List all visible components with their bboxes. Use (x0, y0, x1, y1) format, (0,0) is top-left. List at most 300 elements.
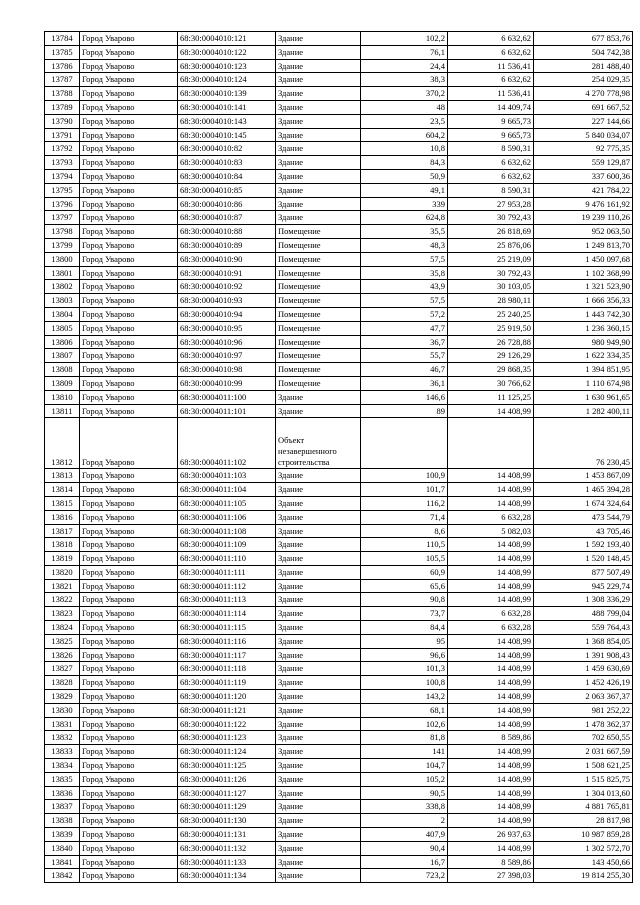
row-number-cell: 13794 (45, 169, 80, 183)
cadastral-value-cell: 1 450 097,68 (534, 252, 633, 266)
area-cell: 48,3 (361, 238, 448, 252)
object-type-cell: Здание (276, 552, 361, 566)
cadastral-value-cell: 504 742,38 (534, 45, 633, 59)
row-number-cell: 13842 (45, 869, 80, 883)
area-cell: 370,2 (361, 87, 448, 101)
specific-value-cell: 30 792,43 (448, 266, 534, 280)
locality-cell: Город Уварово (80, 349, 178, 363)
object-type-cell: Здание (276, 593, 361, 607)
table-row (45, 593, 633, 607)
cadastral-value-cell: 1 666 356,33 (534, 294, 633, 308)
area-cell: 81,8 (361, 731, 448, 745)
area-cell: 624,8 (361, 211, 448, 225)
locality-cell: Город Уварово (80, 510, 178, 524)
locality-cell: Город Уварово (80, 32, 178, 46)
specific-value-cell: 11 536,41 (448, 87, 534, 101)
locality-cell: Город Уварово (80, 648, 178, 662)
locality-cell: Город Уварово (80, 294, 178, 308)
row-number-cell: 13799 (45, 238, 80, 252)
cadastral-number-cell: 68:30:0004010:87 (178, 211, 276, 225)
cadastral-number-cell: 68:30:0004011:126 (178, 772, 276, 786)
cadastral-value-table (44, 31, 633, 883)
table-row (45, 579, 633, 593)
specific-value-cell: 8 590,31 (448, 183, 534, 197)
cadastral-value-cell: 691 667,52 (534, 100, 633, 114)
row-number-cell: 13834 (45, 759, 80, 773)
area-cell: 102,6 (361, 717, 448, 731)
table-row (45, 469, 633, 483)
cadastral-value-cell: 281 488,40 (534, 59, 633, 73)
area-cell: 47,7 (361, 321, 448, 335)
cadastral-number-cell: 68:30:0004011:129 (178, 800, 276, 814)
row-number-cell: 13839 (45, 828, 80, 842)
cadastral-number-cell: 68:30:0004011:123 (178, 731, 276, 745)
specific-value-cell: 6 632,62 (448, 73, 534, 87)
row-number-cell: 13835 (45, 772, 80, 786)
specific-value-cell: 11 536,41 (448, 59, 534, 73)
cadastral-number-cell: 68:30:0004011:114 (178, 607, 276, 621)
specific-value-cell: 14 408,99 (448, 538, 534, 552)
specific-value-cell: 8 589,86 (448, 855, 534, 869)
table-row (45, 552, 633, 566)
cadastral-number-cell: 68:30:0004011:110 (178, 552, 276, 566)
table-row (45, 252, 633, 266)
row-number-cell: 13790 (45, 114, 80, 128)
row-number-cell: 13792 (45, 142, 80, 156)
area-cell: 24,4 (361, 59, 448, 73)
row-number-cell: 13823 (45, 607, 80, 621)
area-cell: 101,7 (361, 483, 448, 497)
object-type-cell: Здание (276, 197, 361, 211)
locality-cell: Город Уварово (80, 404, 178, 418)
specific-value-cell: 6 632,62 (448, 32, 534, 46)
specific-value-cell: 14 408,99 (448, 786, 534, 800)
cadastral-value-cell: 2 063 367,37 (534, 690, 633, 704)
locality-cell: Город Уварово (80, 114, 178, 128)
cadastral-value-cell: 952 063,50 (534, 225, 633, 239)
cadastral-number-cell: 68:30:0004011:121 (178, 703, 276, 717)
table-row (45, 169, 633, 183)
locality-cell: Город Уварово (80, 662, 178, 676)
cadastral-value-cell: 945 229,74 (534, 579, 633, 593)
cadastral-value-cell: 43 705,46 (534, 524, 633, 538)
area-cell: 338,8 (361, 800, 448, 814)
area-cell: 146,6 (361, 390, 448, 404)
row-number-cell: 13821 (45, 579, 80, 593)
object-type-cell: Здание (276, 45, 361, 59)
specific-value-cell: 14 409,74 (448, 100, 534, 114)
cadastral-number-cell: 68:30:0004010:94 (178, 307, 276, 321)
specific-value-cell: 14 408,99 (448, 483, 534, 497)
table-row (45, 225, 633, 239)
object-type-cell: Здание (276, 524, 361, 538)
table-row (45, 841, 633, 855)
area-cell (361, 418, 448, 469)
cadastral-value-cell: 421 784,22 (534, 183, 633, 197)
area-cell: 723,2 (361, 869, 448, 883)
locality-cell: Город Уварово (80, 538, 178, 552)
object-type-cell: Здание (276, 800, 361, 814)
specific-value-cell: 9 665,73 (448, 128, 534, 142)
row-number-cell: 13837 (45, 800, 80, 814)
object-type-cell: Здание (276, 100, 361, 114)
table-row (45, 321, 633, 335)
cadastral-value-cell: 980 949,90 (534, 335, 633, 349)
specific-value-cell: 14 408,99 (448, 404, 534, 418)
cadastral-value-cell: 1 515 825,75 (534, 772, 633, 786)
table-row (45, 621, 633, 635)
row-number-cell: 13809 (45, 376, 80, 390)
object-type-cell: Помещение (276, 363, 361, 377)
specific-value-cell: 14 408,99 (448, 496, 534, 510)
object-type-cell: Здание (276, 772, 361, 786)
area-cell: 104,7 (361, 759, 448, 773)
locality-cell: Город Уварово (80, 335, 178, 349)
table-row (45, 662, 633, 676)
area-cell: 110,5 (361, 538, 448, 552)
locality-cell: Город Уварово (80, 307, 178, 321)
cadastral-value-cell: 1 249 813,70 (534, 238, 633, 252)
object-type-cell: Помещение (276, 252, 361, 266)
cadastral-number-cell: 68:30:0004010:121 (178, 32, 276, 46)
row-number-cell: 13815 (45, 496, 80, 510)
cadastral-number-cell: 68:30:0004011:106 (178, 510, 276, 524)
cadastral-value-cell: 559 129,87 (534, 156, 633, 170)
cadastral-number-cell: 68:30:0004010:145 (178, 128, 276, 142)
cadastral-value-cell: 1 308 336,29 (534, 593, 633, 607)
area-cell: 84,3 (361, 156, 448, 170)
cadastral-number-cell: 68:30:0004011:134 (178, 869, 276, 883)
area-cell: 339 (361, 197, 448, 211)
specific-value-cell: 14 408,99 (448, 634, 534, 648)
cadastral-value-cell: 19 239 110,26 (534, 211, 633, 225)
locality-cell: Город Уварово (80, 800, 178, 814)
cadastral-value-cell: 1 394 851,95 (534, 363, 633, 377)
table-row (45, 538, 633, 552)
table-row (45, 717, 633, 731)
table-row (45, 294, 633, 308)
row-number-cell: 13806 (45, 335, 80, 349)
cadastral-value-cell: 1 368 854,05 (534, 634, 633, 648)
specific-value-cell: 6 632,28 (448, 621, 534, 635)
object-type-cell: Здание (276, 841, 361, 855)
object-type-cell: Здание (276, 662, 361, 676)
table-row (45, 197, 633, 211)
specific-value-cell: 14 408,99 (448, 579, 534, 593)
table-row (45, 772, 633, 786)
locality-cell: Город Уварово (80, 225, 178, 239)
locality-cell: Город Уварово (80, 496, 178, 510)
area-cell: 141 (361, 745, 448, 759)
cadastral-value-cell: 1 674 324,64 (534, 496, 633, 510)
cadastral-number-cell: 68:30:0004010:122 (178, 45, 276, 59)
cadastral-value-cell: 981 252,22 (534, 703, 633, 717)
specific-value-cell: 14 408,99 (448, 469, 534, 483)
cadastral-number-cell: 68:30:0004010:141 (178, 100, 276, 114)
table-row (45, 634, 633, 648)
specific-value-cell: 14 408,99 (448, 703, 534, 717)
area-cell: 2 (361, 814, 448, 828)
table-row (45, 266, 633, 280)
object-type-cell: Здание (276, 869, 361, 883)
table-row (45, 32, 633, 46)
area-cell: 102,2 (361, 32, 448, 46)
row-number-cell: 13812 (45, 418, 80, 469)
locality-cell: Город Уварово (80, 418, 178, 469)
locality-cell: Город Уварово (80, 321, 178, 335)
table-row (45, 156, 633, 170)
area-cell: 100,8 (361, 676, 448, 690)
table-row (45, 703, 633, 717)
cadastral-number-cell: 68:30:0004011:105 (178, 496, 276, 510)
table-row (45, 128, 633, 142)
specific-value-cell: 29 126,29 (448, 349, 534, 363)
table-row (45, 855, 633, 869)
locality-cell: Город Уварово (80, 469, 178, 483)
row-number-cell: 13798 (45, 225, 80, 239)
specific-value-cell: 8 590,31 (448, 142, 534, 156)
table-row (45, 800, 633, 814)
table-row (45, 418, 633, 469)
object-type-cell: Здание (276, 59, 361, 73)
cadastral-number-cell: 68:30:0004010:139 (178, 87, 276, 101)
object-type-cell: Помещение (276, 307, 361, 321)
area-cell: 60,9 (361, 565, 448, 579)
cadastral-number-cell: 68:30:0004011:127 (178, 786, 276, 800)
area-cell: 90,4 (361, 841, 448, 855)
cadastral-value-cell: 559 764,43 (534, 621, 633, 635)
row-number-cell: 13817 (45, 524, 80, 538)
row-number-cell: 13810 (45, 390, 80, 404)
row-number-cell: 13813 (45, 469, 80, 483)
cadastral-value-cell: 9 476 161,92 (534, 197, 633, 211)
cadastral-number-cell: 68:30:0004011:133 (178, 855, 276, 869)
specific-value-cell: 25 876,06 (448, 238, 534, 252)
area-cell: 10,8 (361, 142, 448, 156)
specific-value-cell: 5 082,03 (448, 524, 534, 538)
cadastral-number-cell: 68:30:0004011:116 (178, 634, 276, 648)
area-cell: 46,7 (361, 363, 448, 377)
table-row (45, 676, 633, 690)
specific-value-cell: 14 408,99 (448, 565, 534, 579)
area-cell: 101,3 (361, 662, 448, 676)
specific-value-cell: 6 632,28 (448, 607, 534, 621)
cadastral-number-cell: 68:30:0004011:131 (178, 828, 276, 842)
cadastral-number-cell: 68:30:0004010:90 (178, 252, 276, 266)
locality-cell: Город Уварово (80, 690, 178, 704)
specific-value-cell: 30 103,05 (448, 280, 534, 294)
table-row (45, 731, 633, 745)
locality-cell: Город Уварово (80, 100, 178, 114)
object-type-cell: Здание (276, 786, 361, 800)
row-number-cell: 13831 (45, 717, 80, 731)
cadastral-value-cell: 1 236 360,15 (534, 321, 633, 335)
cadastral-number-cell: 68:30:0004011:102 (178, 418, 276, 469)
cadastral-value-cell: 1 321 523,90 (534, 280, 633, 294)
object-type-cell: Здание (276, 828, 361, 842)
table-row (45, 390, 633, 404)
object-type-cell: Здание (276, 579, 361, 593)
cadastral-value-cell: 1 453 867,09 (534, 469, 633, 483)
cadastral-number-cell: 68:30:0004010:91 (178, 266, 276, 280)
specific-value-cell: 9 665,73 (448, 114, 534, 128)
row-number-cell: 13816 (45, 510, 80, 524)
cadastral-value-cell: 143 450,66 (534, 855, 633, 869)
row-number-cell: 13819 (45, 552, 80, 566)
cadastral-number-cell: 68:30:0004010:93 (178, 294, 276, 308)
row-number-cell: 13793 (45, 156, 80, 170)
object-type-cell: Здание (276, 855, 361, 869)
cadastral-number-cell: 68:30:0004010:83 (178, 156, 276, 170)
locality-cell: Город Уварово (80, 772, 178, 786)
row-number-cell: 13833 (45, 745, 80, 759)
row-number-cell: 13805 (45, 321, 80, 335)
object-type-cell: Здание (276, 114, 361, 128)
specific-value-cell: 25 919,50 (448, 321, 534, 335)
specific-value-cell: 14 408,99 (448, 662, 534, 676)
object-type-cell: Здание (276, 634, 361, 648)
area-cell: 84,4 (361, 621, 448, 635)
cadastral-number-cell: 68:30:0004010:82 (178, 142, 276, 156)
cadastral-value-cell: 10 987 859,28 (534, 828, 633, 842)
cadastral-value-cell: 877 507,49 (534, 565, 633, 579)
row-number-cell: 13825 (45, 634, 80, 648)
locality-cell: Город Уварово (80, 552, 178, 566)
specific-value-cell: 27 953,28 (448, 197, 534, 211)
object-type-cell: Здание (276, 717, 361, 731)
cadastral-value-cell: 1 102 368,99 (534, 266, 633, 280)
object-type-cell: Помещение (276, 294, 361, 308)
cadastral-number-cell: 68:30:0004011:120 (178, 690, 276, 704)
row-number-cell: 13832 (45, 731, 80, 745)
cadastral-value-cell: 1 459 630,69 (534, 662, 633, 676)
specific-value-cell: 14 408,99 (448, 745, 534, 759)
row-number-cell: 13791 (45, 128, 80, 142)
table-row (45, 565, 633, 579)
object-type-cell: Здание (276, 87, 361, 101)
object-type-cell: Здание (276, 211, 361, 225)
object-type-cell: Помещение (276, 321, 361, 335)
area-cell: 143,2 (361, 690, 448, 704)
cadastral-value-cell: 5 840 034,07 (534, 128, 633, 142)
cadastral-number-cell: 68:30:0004011:124 (178, 745, 276, 759)
cadastral-number-cell: 68:30:0004011:118 (178, 662, 276, 676)
table-row (45, 238, 633, 252)
row-number-cell: 13824 (45, 621, 80, 635)
cadastral-number-cell: 68:30:0004011:112 (178, 579, 276, 593)
object-type-cell: Здание (276, 183, 361, 197)
table-row (45, 183, 633, 197)
cadastral-number-cell: 68:30:0004010:99 (178, 376, 276, 390)
cadastral-value-cell: 1 465 394,28 (534, 483, 633, 497)
locality-cell: Город Уварово (80, 524, 178, 538)
row-number-cell: 13841 (45, 855, 80, 869)
cadastral-value-cell: 4 881 765,81 (534, 800, 633, 814)
specific-value-cell: 11 125,25 (448, 390, 534, 404)
cadastral-value-cell: 677 853,76 (534, 32, 633, 46)
object-type-cell: Здание (276, 404, 361, 418)
table-row (45, 759, 633, 773)
area-cell: 36,7 (361, 335, 448, 349)
row-number-cell: 13818 (45, 538, 80, 552)
table-row (45, 376, 633, 390)
object-type-cell: Здание (276, 496, 361, 510)
cadastral-number-cell: 68:30:0004011:122 (178, 717, 276, 731)
object-type-cell: Помещение (276, 376, 361, 390)
specific-value-cell: 14 408,99 (448, 814, 534, 828)
row-number-cell: 13827 (45, 662, 80, 676)
specific-value-cell: 28 980,11 (448, 294, 534, 308)
locality-cell: Город Уварово (80, 593, 178, 607)
row-number-cell: 13802 (45, 280, 80, 294)
object-type-cell: Помещение (276, 225, 361, 239)
object-type-cell: Здание (276, 759, 361, 773)
area-cell: 43,9 (361, 280, 448, 294)
row-number-cell: 13814 (45, 483, 80, 497)
row-number-cell: 13807 (45, 349, 80, 363)
object-type-cell: Здание (276, 538, 361, 552)
specific-value-cell: 26 937,63 (448, 828, 534, 842)
table-row (45, 114, 633, 128)
locality-cell: Город Уварово (80, 183, 178, 197)
table-row (45, 404, 633, 418)
row-number-cell: 13784 (45, 32, 80, 46)
row-number-cell: 13836 (45, 786, 80, 800)
cadastral-number-cell: 68:30:0004010:96 (178, 335, 276, 349)
cadastral-number-cell: 68:30:0004011:111 (178, 565, 276, 579)
specific-value-cell: 14 408,99 (448, 717, 534, 731)
row-number-cell: 13786 (45, 59, 80, 73)
area-cell: 65,6 (361, 579, 448, 593)
cadastral-value-cell: 1 443 742,30 (534, 307, 633, 321)
locality-cell: Город Уварово (80, 390, 178, 404)
cadastral-number-cell: 68:30:0004011:103 (178, 469, 276, 483)
specific-value-cell: 14 408,99 (448, 676, 534, 690)
specific-value-cell: 14 408,99 (448, 648, 534, 662)
object-type-cell: Помещение (276, 238, 361, 252)
specific-value-cell: 14 408,99 (448, 800, 534, 814)
cadastral-value-cell: 227 144,66 (534, 114, 633, 128)
area-cell: 48 (361, 100, 448, 114)
object-type-cell: Здание (276, 703, 361, 717)
area-cell: 35,8 (361, 266, 448, 280)
object-type-cell: Здание (276, 690, 361, 704)
cadastral-number-cell: 68:30:0004011:119 (178, 676, 276, 690)
row-number-cell: 13826 (45, 648, 80, 662)
locality-cell: Город Уварово (80, 579, 178, 593)
table-row (45, 280, 633, 294)
table-row (45, 349, 633, 363)
table-row (45, 142, 633, 156)
cadastral-number-cell: 68:30:0004011:104 (178, 483, 276, 497)
table-body (45, 32, 633, 883)
table-row (45, 87, 633, 101)
locality-cell: Город Уварово (80, 828, 178, 842)
cadastral-number-cell: 68:30:0004011:113 (178, 593, 276, 607)
cadastral-value-cell: 76 230,45 (534, 418, 633, 469)
table-row (45, 828, 633, 842)
locality-cell: Город Уварово (80, 128, 178, 142)
object-type-cell: Здание (276, 142, 361, 156)
row-number-cell: 13788 (45, 87, 80, 101)
area-cell: 105,2 (361, 772, 448, 786)
cadastral-value-cell: 1 520 148,45 (534, 552, 633, 566)
specific-value-cell (448, 418, 534, 469)
cadastral-value-cell: 2 031 667,59 (534, 745, 633, 759)
cadastral-value-cell: 337 600,36 (534, 169, 633, 183)
cadastral-number-cell: 68:30:0004011:130 (178, 814, 276, 828)
row-number-cell: 13829 (45, 690, 80, 704)
